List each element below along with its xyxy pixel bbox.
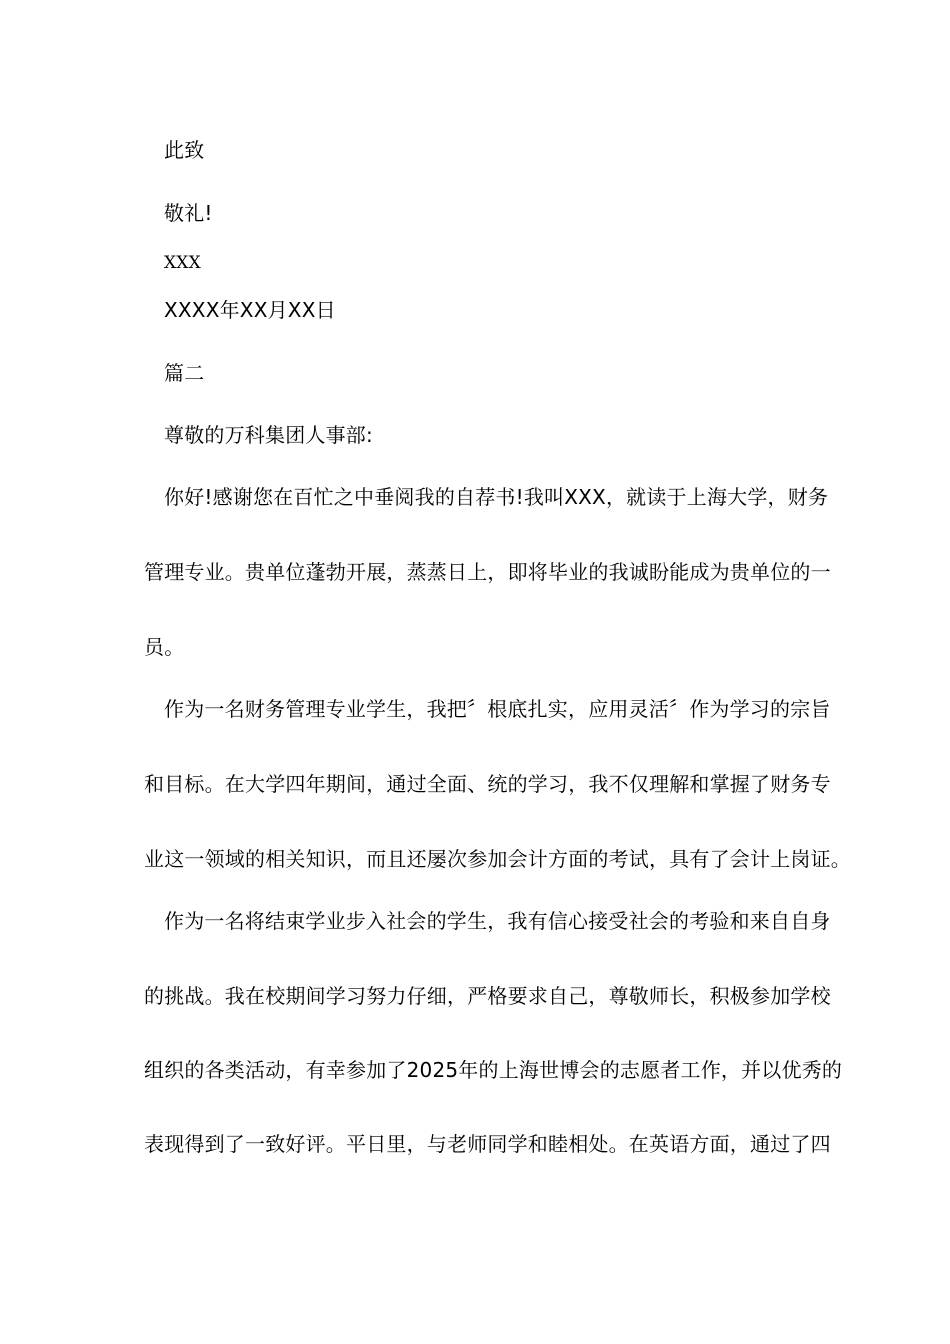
paragraph-line: 组织的各类活动，有幸参加了2025年的上海世博会的志愿者工作，并以优秀的: [144, 1058, 843, 1082]
section-title: 篇二: [164, 361, 205, 385]
letter-date: [164, 297, 336, 323]
closing-salutation: 此致: [164, 138, 205, 162]
paragraph-line: 业这一领域的相关知识，而且还屡次参加会计方面的考试，具有了会计上岗证。: [144, 847, 851, 871]
paragraph-line: 你好!感谢您在百忙之中垂阅我的自荐书!我叫XXX，就读于上海大学，财务: [164, 485, 829, 509]
signature: XXX: [164, 253, 201, 273]
letter-recipient: 尊敬的万科集团人事部:: [164, 423, 373, 447]
paragraph-line: 管理专业。贵单位蓬勃开展，蒸蒸日上，即将毕业的我诚盼能成为贵单位的一: [144, 560, 831, 584]
paragraph-line: 的挑战。我在校期间学习努力仔细，严格要求自己，尊敬师长，积极参加学校: [144, 984, 831, 1008]
paragraph-line: 和目标。在大学四年期间，通过全面、统的学习，我不仅理解和掌握了财务专: [144, 772, 831, 796]
closing-regards: 敬礼!: [164, 201, 213, 225]
paragraph-line: 作为一名将结束学业步入社会的学生，我有信心接受社会的考验和来自自身: [164, 909, 831, 933]
paragraph-line: 作为一名财务管理专业学生，我把〞根底扎实，应用灵活〞作为学习的宗旨: [164, 697, 831, 721]
letter-date-text: XXXX年XX月XX日: [164, 298, 336, 322]
paragraph-line: 表现得到了一致好评。平日里，与老师同学和睦相处。在英语方面，通过了四: [144, 1132, 831, 1156]
paragraph-line: 员。: [144, 635, 185, 659]
